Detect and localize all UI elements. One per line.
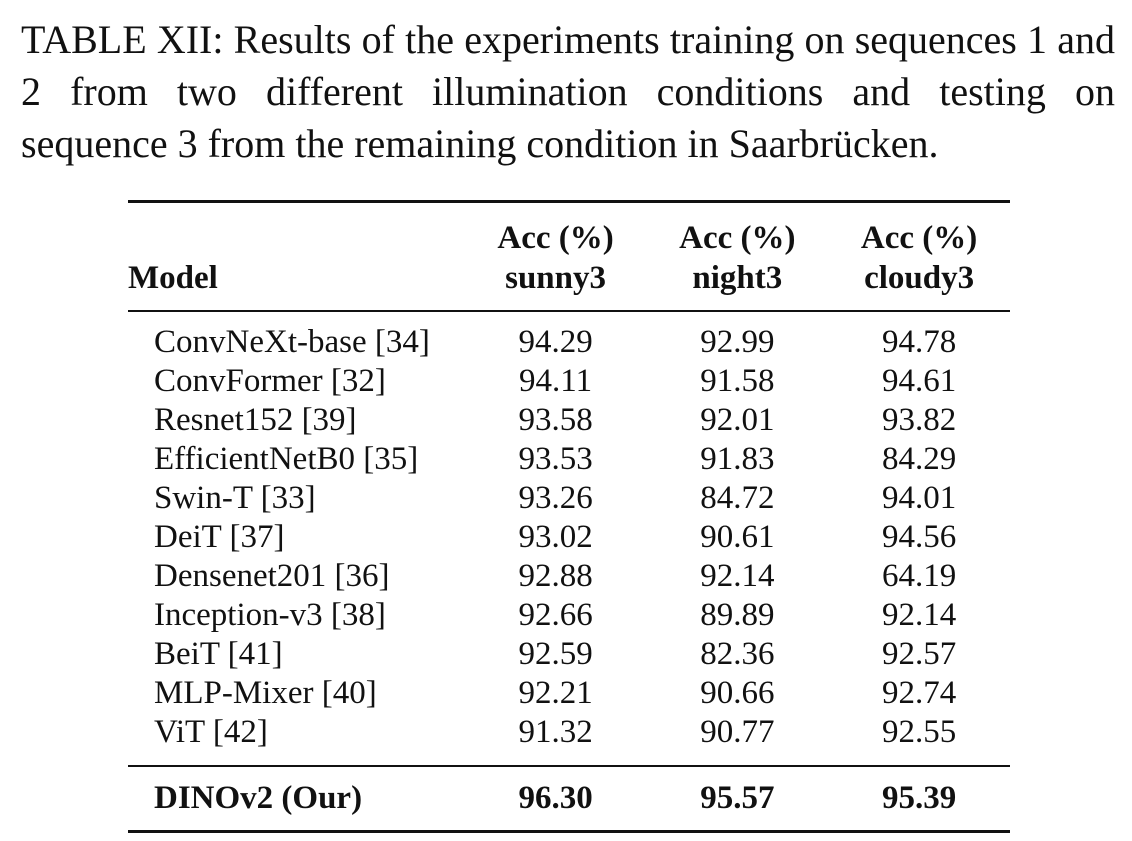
table-row bbox=[128, 596, 1010, 635]
table-row bbox=[128, 674, 1010, 713]
sunny3-value: 92.21 bbox=[518, 675, 593, 711]
results-table bbox=[128, 200, 1010, 833]
table-row bbox=[128, 479, 1010, 518]
our-night3-value: 95.57 bbox=[646, 766, 828, 832]
table-header bbox=[128, 202, 1010, 312]
sunny3-value: 93.26 bbox=[518, 480, 593, 516]
cloudy3-value: 84.29 bbox=[881, 441, 957, 477]
cloudy3-value: 92.57 bbox=[881, 636, 957, 672]
header-sunny3-label: sunny3 bbox=[505, 260, 607, 296]
night3-value: 91.58 bbox=[700, 363, 775, 399]
our-model-name: DINOv2 (Our) bbox=[128, 766, 465, 832]
baseline-results bbox=[128, 311, 1010, 766]
model-name: ViT [42] bbox=[154, 714, 268, 750]
model-name: EfficientNetB0 [35] bbox=[154, 441, 419, 477]
cloudy3-value: 93.82 bbox=[881, 402, 957, 438]
model-name: Densenet201 [36] bbox=[154, 558, 390, 594]
results-table-container bbox=[128, 200, 1010, 833]
sunny3-value: 93.02 bbox=[518, 519, 593, 555]
model-name: DeiT [37] bbox=[154, 519, 285, 555]
sunny3-value: 93.53 bbox=[518, 441, 593, 477]
table-caption: TABLE XII: Results of the experiments training on sequences 1 and 2 from two different illumination conditions and testing on sequence 3 from the remaining condition in Saarbrücken. bbox=[21, 17, 1115, 166]
table-row bbox=[128, 635, 1010, 674]
sunny3-value: 93.58 bbox=[518, 402, 593, 438]
header-sunny3-metric: Acc (%) bbox=[497, 220, 614, 256]
cloudy3-value: 92.14 bbox=[881, 597, 957, 633]
our-cloudy3-value: 95.39 bbox=[828, 766, 1010, 832]
sunny3-value: 91.32 bbox=[518, 714, 593, 750]
header-sunny3 bbox=[465, 202, 647, 312]
our-results bbox=[128, 766, 1010, 832]
header-cloudy3-metric: Acc (%) bbox=[860, 220, 978, 256]
model-name: Inception-v3 [38] bbox=[154, 597, 386, 633]
table-row bbox=[128, 518, 1010, 557]
cloudy3-value: 94.56 bbox=[881, 519, 957, 555]
cloudy3-value: 94.78 bbox=[881, 324, 957, 360]
night3-value: 92.99 bbox=[700, 324, 775, 360]
night3-value: 92.14 bbox=[700, 558, 775, 594]
header-cloudy3 bbox=[828, 202, 1010, 312]
cloudy3-value: 92.55 bbox=[881, 714, 957, 750]
model-name: ConvNeXt-base [34] bbox=[154, 324, 430, 360]
header-row bbox=[128, 202, 1010, 312]
night3-value: 91.83 bbox=[700, 441, 775, 477]
table-row bbox=[128, 401, 1010, 440]
sunny3-value: 92.59 bbox=[518, 636, 593, 672]
cloudy3-value: 64.19 bbox=[881, 558, 957, 594]
sunny3-value: 94.11 bbox=[519, 363, 593, 399]
table-row bbox=[128, 713, 1010, 766]
table-row bbox=[128, 311, 1010, 362]
our-row bbox=[128, 766, 1010, 832]
night3-value: 92.01 bbox=[700, 402, 775, 438]
model-name: Swin-T [33] bbox=[154, 480, 316, 516]
cloudy3-value: 94.01 bbox=[881, 480, 957, 516]
night3-value: 90.61 bbox=[700, 519, 775, 555]
header-cloudy3-label: cloudy3 bbox=[864, 260, 975, 296]
model-name: BeiT [41] bbox=[154, 636, 283, 672]
night3-value: 82.36 bbox=[700, 636, 775, 672]
model-name: Resnet152 [39] bbox=[154, 402, 357, 438]
our-sunny3-value: 96.30 bbox=[465, 766, 647, 832]
header-night3 bbox=[646, 202, 828, 312]
header-night3-metric: Acc (%) bbox=[679, 220, 796, 256]
table-row bbox=[128, 557, 1010, 596]
table-row bbox=[128, 362, 1010, 401]
model-name: ConvFormer [32] bbox=[154, 363, 386, 399]
table-row bbox=[128, 440, 1010, 479]
cloudy3-value: 94.61 bbox=[881, 363, 957, 399]
night3-value: 84.72 bbox=[700, 480, 775, 516]
night3-value: 89.89 bbox=[700, 597, 775, 633]
model-name: MLP-Mixer [40] bbox=[154, 675, 377, 711]
sunny3-value: 94.29 bbox=[518, 324, 593, 360]
night3-value: 90.66 bbox=[700, 675, 775, 711]
cloudy3-value: 92.74 bbox=[881, 675, 957, 711]
header-model: Model bbox=[128, 202, 465, 312]
header-night3-label: night3 bbox=[692, 260, 783, 296]
sunny3-value: 92.88 bbox=[518, 558, 593, 594]
night3-value: 90.77 bbox=[700, 714, 775, 750]
sunny3-value: 92.66 bbox=[518, 597, 593, 633]
